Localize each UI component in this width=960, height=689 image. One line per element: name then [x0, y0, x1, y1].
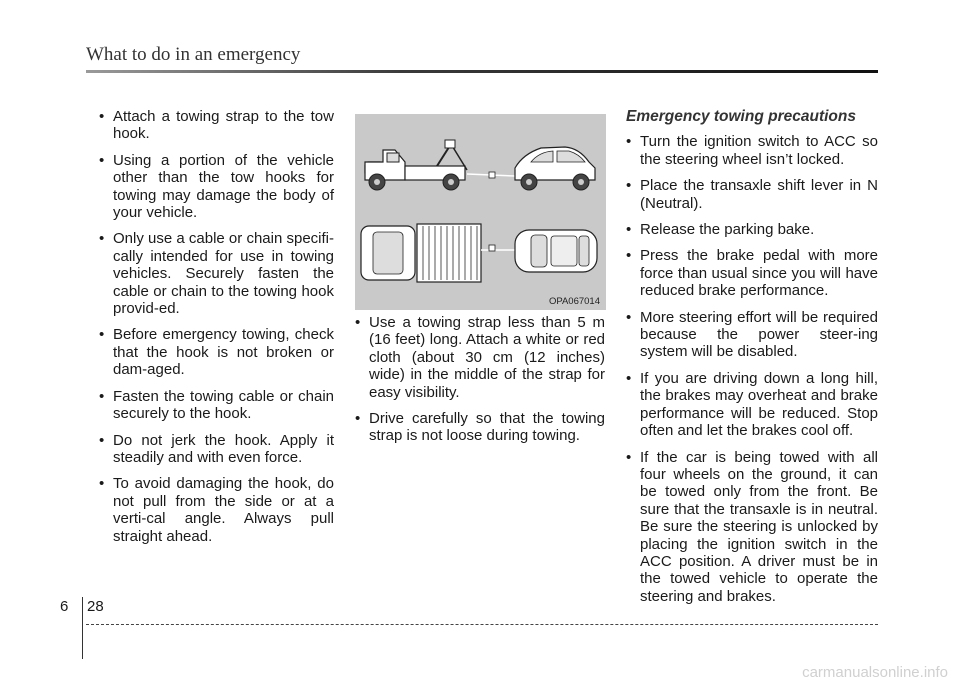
list-item: • Using a portion of the vehicle other than the tow hooks for towing may damage the body of your vehicle. — [99, 152, 334, 222]
list-item: • Attach a towing strap to the tow hook. — [99, 108, 334, 143]
list-item: • More steering effort will be required because the power steer-ing system will be disabled. — [626, 309, 878, 361]
page-number: 28 — [87, 598, 104, 615]
towing-illustration — [355, 114, 606, 310]
list-item: • Use a towing strap less than 5 m (16 feet) long. Attach a white or red cloth (about 30 cm (12 inches) wide) in the middle of the strap for easy visibility. — [355, 314, 605, 401]
list-item: • Press the brake pedal with more force than usual since you will have reduced brake performance. — [626, 247, 878, 299]
page-header-title: What to do in an emergency — [86, 44, 301, 65]
header-rule — [86, 70, 878, 73]
list-item: • Release the parking bake. — [626, 221, 878, 238]
towing-illustration-svg — [355, 114, 606, 310]
middle-column — [355, 314, 605, 454]
list-item: • If you are driving down a long hill, the brakes may overheat and brake performance will be reduced. Stop often and let the brakes cool off. — [626, 370, 878, 440]
list-item: • To avoid damaging the hook, do not pull from the side or at a verti-cal angle. Always pull straight ahead. — [99, 475, 334, 545]
tow-truck-top-icon — [361, 224, 481, 282]
towed-car-top-icon — [515, 230, 597, 272]
section-title: Emergency towing precautions — [626, 108, 856, 125]
left-column — [99, 108, 334, 554]
towed-car-side-icon — [515, 147, 595, 190]
right-column — [626, 108, 878, 614]
footer-rule — [86, 624, 878, 625]
list-item: • Fasten the towing cable or chain securely to the hook. — [99, 388, 334, 423]
list-item: • Turn the ignition switch to ACC so the steering wheel isn’t locked. — [626, 133, 878, 168]
list-item: • Only use a cable or chain specifi-cally intended for use in towing vehicles. Securely fasten the cable or chain to the towing hook provid-ed. — [99, 230, 334, 317]
footer-divider — [82, 597, 83, 659]
tow-truck-side-icon — [365, 140, 467, 190]
strap-cloth-marker — [489, 172, 495, 178]
watermark: carmanualsonline.info — [802, 664, 948, 681]
list-item: • If the car is being towed with all four wheels on the ground, it can be towed only from the front. Be sure that the transaxle is in neutral. Be sure the steering is unlocked by placing the ignition switch in the ACC position. A driver must be in the towed vehicle to operate the steering and brakes. — [626, 449, 878, 606]
strap-cloth-marker-top — [489, 245, 495, 251]
figure-code: OPA067014 — [548, 296, 600, 307]
list-item: • Do not jerk the hook. Apply it steadily and with even force. — [99, 432, 334, 467]
chapter-number: 6 — [60, 598, 69, 615]
list-item: • Before emergency towing, check that the hook is not broken or dam-aged. — [99, 326, 334, 378]
list-item: • Place the transaxle shift lever in N (Neutral). — [626, 177, 878, 212]
list-item: • Drive carefully so that the towing strap is not loose during towing. — [355, 410, 605, 445]
